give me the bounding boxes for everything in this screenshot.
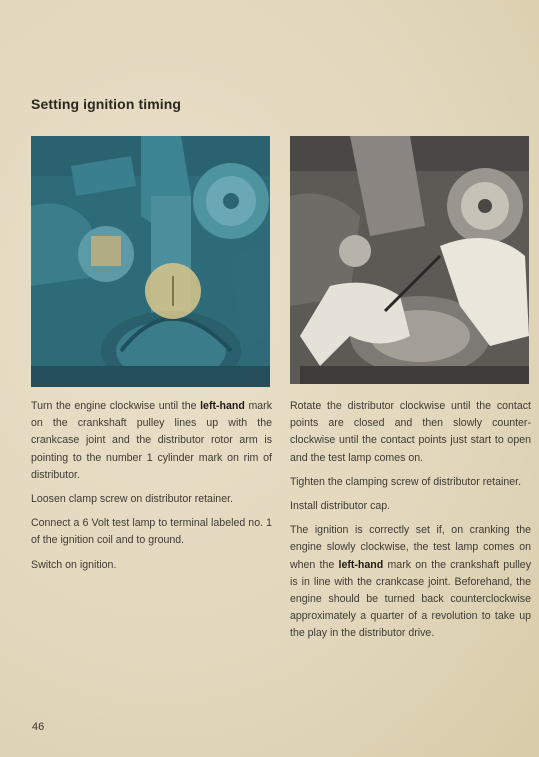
instruction-paragraph bbox=[290, 522, 531, 642]
right-text-column bbox=[290, 398, 531, 650]
page-number: 46 bbox=[32, 721, 45, 733]
text-span: mark on the crankshaft pulley is in line with the crankcase joint. Beforehand, the engine should be turned back counterclockwise approximately a quarter of a revolution to take up the play in the distributor drive. bbox=[290, 558, 531, 640]
instruction-paragraph: Rotate the distributor clockwise until the contact points are closed and then slowly counter-clockwise until the contact points just start to open and the test lamp comes on. bbox=[290, 400, 531, 464]
bold-emphasis: left-hand bbox=[338, 558, 384, 571]
bold-emphasis: left-hand bbox=[200, 400, 245, 412]
instruction-paragraph: Install distributor cap. bbox=[290, 500, 391, 513]
instruction-paragraph: Tighten the clamping screw of distributor retainer. bbox=[290, 475, 522, 488]
left-text-column bbox=[31, 398, 272, 581]
engine-photo-left bbox=[31, 136, 270, 387]
text-span: The ignition is correctly set if, on cranking the engine slowly clockwise, the test lamp comes on when the bbox=[290, 524, 531, 571]
engine-photo-right bbox=[290, 136, 529, 384]
instruction-paragraph: Loosen clamp screw on distributor retainer. bbox=[31, 493, 233, 506]
instruction-paragraph: Switch on ignition. bbox=[31, 558, 117, 571]
text-span: mark on the crankshaft pulley lines up with the crankcase joint and the distributor rotor arm is pointing to the number 1 cylinder mark on rim of distributor. bbox=[31, 400, 272, 481]
page-title: Setting ignition timing bbox=[31, 96, 182, 112]
instruction-paragraph bbox=[31, 398, 272, 484]
text-span: Turn the engine clockwise until the bbox=[31, 400, 201, 412]
instruction-paragraph: Connect a 6 Volt test lamp to terminal labeled no. 1 of the ignition coil and to ground. bbox=[31, 517, 272, 547]
